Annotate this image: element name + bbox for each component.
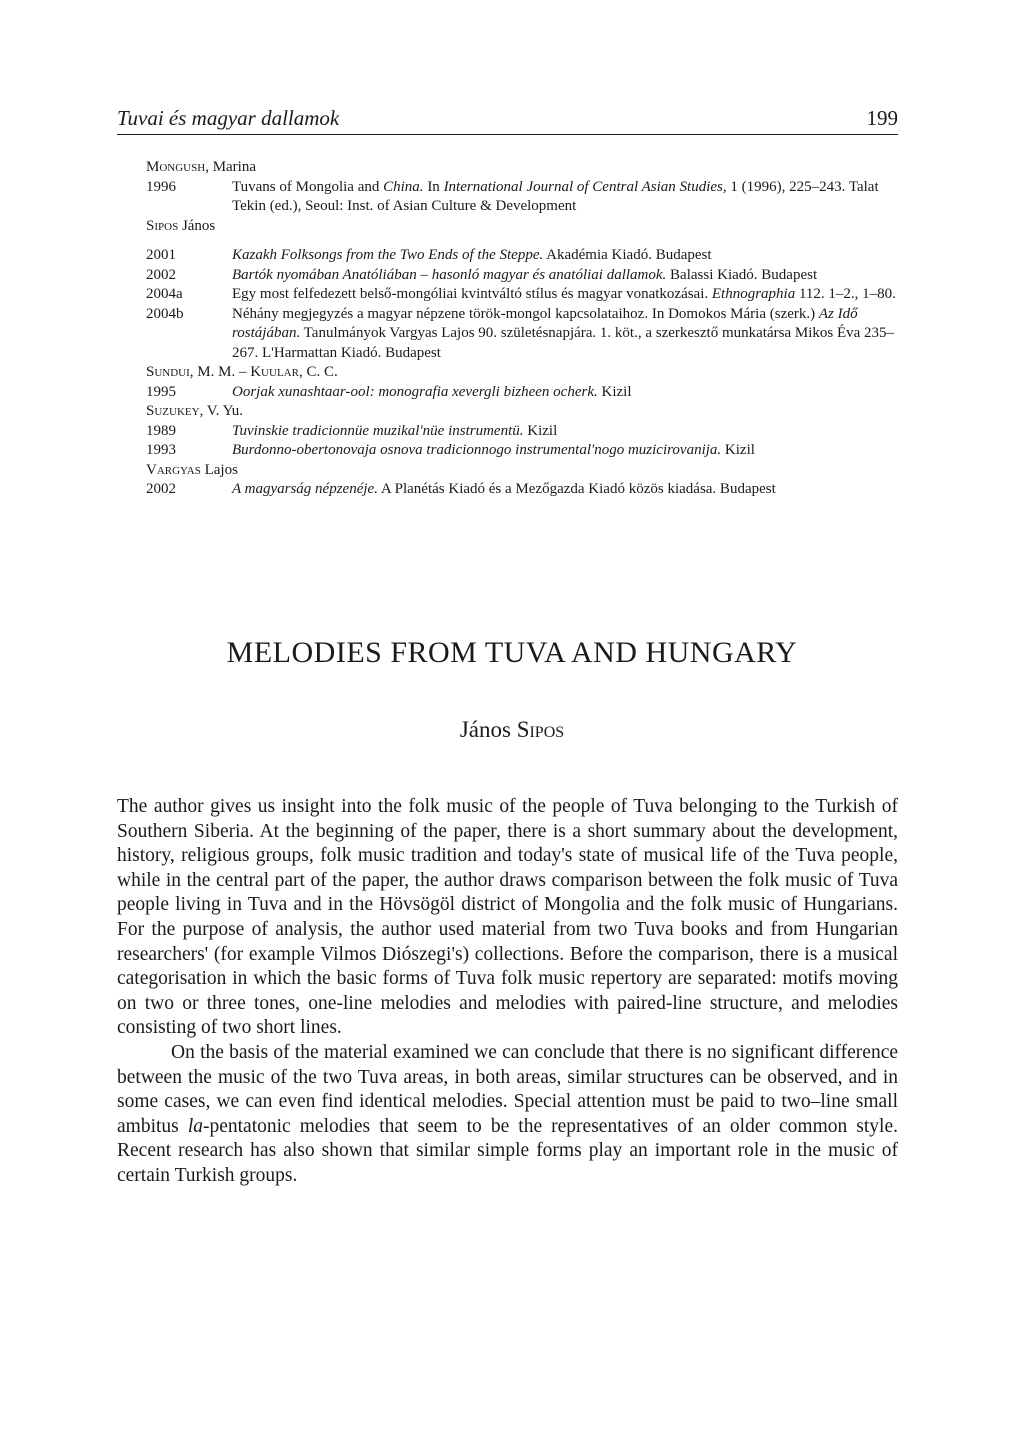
text-run: Kizil (597, 383, 632, 400)
italic-text: Tuvinskie tradicionnüe muzikal'nüe instrumentü. (232, 422, 524, 439)
abstract-paragraph (117, 795, 898, 1041)
italic-text: Az Idő rostájában. (232, 305, 858, 341)
reference-year: 1989 (146, 422, 176, 439)
author-given: , V. Yu. (199, 403, 244, 419)
reference-year: 1996 (146, 178, 176, 195)
reference-entry (146, 246, 898, 266)
reference-entry (146, 178, 898, 217)
reference-author (146, 363, 898, 383)
text-run: On the basis of the material examined we can conclude that there is no significant difference between the music of the two Tuva areas, in both areas, similar structures can be observed, and in some cases, we can even find identical melodies. Special attention must be paid to two–line small ambitus (117, 1041, 898, 1137)
reference-entry (146, 285, 898, 305)
reference-text (232, 246, 898, 266)
author-given: Lajos (200, 461, 238, 478)
reference-text (232, 285, 898, 305)
reference-year: 2002 (146, 481, 176, 497)
text-run: Kizil (721, 442, 755, 458)
reference-author (146, 158, 898, 178)
author-surname: Mongush (146, 159, 206, 175)
reference-text (232, 441, 898, 461)
article-title: MELODIES FROM TUVA AND HUNGARY (226, 636, 798, 669)
italic-text: Burdonno-obertonovaja osnova tradicionnogo instrumental'nogo muzicirovanija. (232, 442, 722, 458)
reference-entry (146, 441, 898, 461)
author-given: , M. M. – (189, 364, 251, 380)
reference-text (232, 480, 898, 500)
text-run: The author gives us insight into the folk music of the people of Tuva belonging to the Turkish of Southern Siberia. At the beginning of the paper, there is a short summary about the development, history, religious groups, folk music tradition and today's state of musical life of the Tuva people, while in the central part of the paper, the author draws comparison between the folk music of Tuva people living in Tuva and in the Hövsögöl district of Mongolia and the folk music of Hungarians. For the purpose of analysis, the author used material from two Tuva books and from Hungarian researchers' (for example Vilmos Diószegi's) collections. Before the comparison, there is a musical categorisation in which the basic forms of Tuva folk music repertory are separated: motifs moving on two or three tones, one-line melodies and melodies with paired-line structure, and melodies consisting of two short lines. (117, 796, 898, 1039)
reference-entry (146, 305, 898, 364)
text-run: 1 (1996), 225–243. Talat Tekin (ed.), Seoul: Inst. of Asian Culture & Development (232, 178, 879, 214)
text-run: Balassi Kiadó. Budapest (666, 266, 818, 283)
author-surname: Suzukey (146, 403, 200, 419)
reference-year: 1995 (146, 383, 176, 400)
abstract-body (117, 795, 898, 1189)
reference-entry (146, 383, 898, 403)
reference-text (232, 422, 898, 442)
reference-year: 2004a (146, 286, 183, 302)
text-run: Tanulmányok Vargyas Lajos 90. születésnapjára. 1. köt., a szerkesztő munkatársa Mikos Éva 235–267. L'Harmattan Kiadó. Budapest (232, 325, 895, 361)
italic-text: Bartók nyomában Anatóliában – hasonló magyar és anatóliai dallamok. (232, 266, 667, 283)
text-run: In (423, 178, 444, 195)
article-author (0, 717, 1024, 743)
italic-text: Kazakh Folksongs from the Two Ends of the Steppe. (232, 247, 544, 263)
reference-author (146, 461, 898, 481)
italic-text: Oorjak xunashtaar-ool: monografia xevergli bizheen ocherk. (232, 383, 598, 400)
reference-text (232, 266, 898, 286)
italic-text: A magyarság népzenéje. (232, 481, 378, 497)
text-run: Kizil (523, 422, 558, 439)
reference-entry (146, 266, 898, 286)
reference-author (146, 217, 898, 237)
reference-entry (146, 480, 898, 500)
page-number: 199 (866, 106, 898, 130)
italic-text: la (187, 1115, 203, 1137)
author-given: János (178, 217, 216, 234)
text-run: Egy most felfedezett belső-mongóliai kvintváltó stílus és magyar vonatkozásai. (232, 286, 712, 302)
author-surname: Vargyas (146, 461, 201, 478)
reference-author (146, 402, 898, 422)
reference-year: 2004b (146, 305, 184, 322)
italic-text: Ethnographia (711, 286, 796, 302)
text-run: Néhány megjegyzés a magyar népzene török-mongol kapcsolataihoz. In Domokos Mária (szerk.) (232, 305, 819, 322)
author-given: , C. C. (298, 364, 338, 380)
author-surname: Sundui (146, 364, 190, 380)
author-surname: Kuular (250, 364, 299, 380)
author-surname: Sipos (146, 217, 179, 234)
text-run: 112. 1–2., 1–80. (795, 286, 896, 302)
reference-year: 2001 (146, 247, 176, 263)
reference-year: 1993 (146, 442, 176, 458)
running-title: Tuvai és magyar dallamok (117, 106, 340, 130)
text-run: Akadémia Kiadó. Budapest (543, 247, 712, 263)
reference-list (146, 158, 898, 500)
text-run: Tuvans of Mongolia and (232, 178, 384, 195)
author-last-name: Sipos (516, 717, 565, 742)
reference-text (232, 305, 898, 364)
abstract-paragraph (117, 1041, 898, 1189)
text-run: -pentatonic melodies that seem to be the representatives of an older common style. Recent research has also shown that similar simple forms play an important role in the music of certain Turkish groups. (117, 1115, 899, 1186)
text-run: A Planétás Kiadó és a Mezőgazda Kiadó közös kiadása. Budapest (377, 481, 776, 497)
reference-text (232, 383, 898, 403)
running-header (117, 104, 898, 135)
author-first-name: János (459, 717, 517, 742)
reference-entry (146, 422, 898, 442)
italic-text: International Journal of Central Asian Studies, (443, 178, 727, 195)
italic-text: China. (383, 178, 424, 195)
author-given: , Marina (205, 159, 257, 175)
reference-text (232, 178, 898, 217)
reference-year: 2002 (146, 266, 176, 283)
